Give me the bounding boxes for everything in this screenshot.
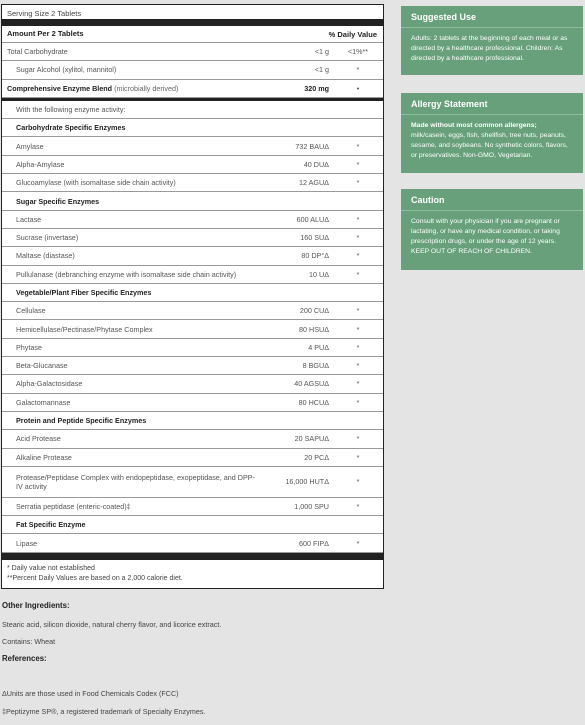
row-name <box>2 416 259 425</box>
row-name-text: Carbohydrate Specific Enzymes <box>16 123 126 133</box>
facts-row <box>2 80 383 98</box>
row-name-text: Vegetable/Plant Fiber Specific Enzymes <box>16 288 152 297</box>
row-daily-value: * <box>356 178 360 188</box>
allergy-statement-box <box>401 93 583 173</box>
row-name-text: Pullulanase (debranching enzyme with isomaltase side chain activity) <box>16 269 237 279</box>
row-name-text: Lipase <box>16 538 38 548</box>
row-amount: 20 PCΔ <box>304 452 329 462</box>
facts-row <box>2 394 383 412</box>
row-name <box>2 197 259 206</box>
row-name-text: Comprehensive Enzyme Blend <box>7 83 113 93</box>
row-name-text: Protease/Peptidase Complex with endopeptidase, exopeptidase, and DPP- IV activity <box>16 472 255 491</box>
dv-header: % Daily Value <box>328 29 377 39</box>
caution-box <box>401 189 583 270</box>
row-daily-value: * <box>356 214 360 224</box>
other-ingredients-text: Stearic acid, silicon dioxide, natural cherry flavor, and licorice extract. <box>2 620 222 629</box>
row-daily-value: * <box>356 233 360 243</box>
row-name-text: Maltase (diastase) <box>16 251 75 261</box>
footnote-daily-value: * Daily value not established <box>7 564 95 572</box>
allergy-title: Allergy Statement <box>401 99 583 115</box>
row-name <box>2 343 259 352</box>
facts-row <box>2 320 383 338</box>
row-name-text: Cellulase <box>16 306 46 316</box>
row-name <box>2 288 259 297</box>
allergy-bold-text: Made without most common allergens; <box>411 122 537 129</box>
row-amount: 600 ALUΔ <box>296 214 329 224</box>
facts-row <box>2 449 383 467</box>
row-daily-value: * <box>356 397 360 407</box>
suggested-use-box <box>401 6 583 75</box>
row-daily-value: * <box>356 452 360 462</box>
row-name <box>2 105 259 114</box>
serving-size: Serving Size 2 Tablets <box>7 9 82 18</box>
row-name-text: Lactase <box>16 214 42 224</box>
row-amount: 80 HCUΔ <box>298 397 329 407</box>
row-name <box>2 47 259 56</box>
amount-header: Amount Per 2 Tablets <box>7 29 84 39</box>
facts-row <box>2 266 383 284</box>
facts-row <box>2 498 383 516</box>
row-name <box>2 520 259 529</box>
row-amount: 1,000 SPU <box>294 501 329 511</box>
row-name <box>2 251 259 260</box>
row-name-text: Sugar Alcohol (xylitol, mannitol) <box>16 65 117 75</box>
row-name-text: Alpha-Galactosidase <box>16 379 83 389</box>
row-daily-value: * <box>356 538 360 548</box>
allergy-body-text: milk/casein, eggs, fish, shellfish, tree nuts, peanuts, sesame, and soybeans. No synthetic colors, flavors, or preservatives. Non-GMO, Vegetarian. <box>411 131 568 159</box>
row-name-text: Hemicellulase/Pectinase/Phytase Complex <box>16 324 153 334</box>
facts-row <box>2 516 383 534</box>
row-name <box>2 123 259 132</box>
row-daily-value: * <box>356 306 360 316</box>
contains-text: Contains: Wheat <box>2 637 56 646</box>
facts-row <box>2 156 383 174</box>
row-name-text: Galactomannase <box>16 397 71 407</box>
row-name <box>2 361 259 370</box>
facts-row <box>2 375 383 393</box>
row-daily-value: * <box>356 477 360 487</box>
row-amount: 40 AGSUΔ <box>294 379 329 389</box>
row-daily-value: * <box>356 501 360 511</box>
row-name-text: Phytase <box>16 342 42 352</box>
row-name <box>2 539 259 548</box>
row-amount: 600 FIPΔ <box>299 538 329 548</box>
row-amount: 80 HSUΔ <box>299 324 329 334</box>
caution-title: Caution <box>401 195 583 211</box>
row-name-text: Acid Protease <box>16 434 61 444</box>
facts-row <box>2 339 383 357</box>
facts-row <box>2 534 383 552</box>
supplement-facts-panel <box>1 4 384 589</box>
facts-row <box>2 247 383 265</box>
row-name-text: With the following enzyme activity: <box>16 105 126 115</box>
row-daily-value: • <box>356 83 360 93</box>
row-amount: 40 DUΔ <box>303 159 329 169</box>
allergy-text <box>411 121 573 160</box>
facts-row <box>2 101 383 119</box>
row-name <box>2 270 259 279</box>
other-ingredients-heading: Other Ingredients: <box>2 601 70 610</box>
row-name-text: Fat Specific Enzyme <box>16 520 86 530</box>
row-name <box>2 398 259 407</box>
row-daily-value: * <box>356 269 360 279</box>
row-amount: 160 SUΔ <box>300 233 329 243</box>
row-name <box>2 142 259 151</box>
facts-row <box>2 229 383 247</box>
row-name <box>2 233 259 242</box>
facts-row <box>2 430 383 448</box>
row-amount: 12 AGUΔ <box>299 178 329 188</box>
row-daily-value: * <box>356 379 360 389</box>
row-name-text: Serratia peptidase (enteric-coated)‡ <box>16 501 131 511</box>
row-daily-value: * <box>356 141 360 151</box>
divider-thick <box>2 19 383 26</box>
suggested-use-title: Suggested Use <box>401 12 583 28</box>
row-name <box>2 325 259 334</box>
footnote-percent: **Percent Daily Values are based on a 2,000 calorie diet. <box>7 574 183 582</box>
row-name-text: Glucoamylase (with isomaltase side chain activity) <box>16 178 176 188</box>
row-name <box>2 84 259 93</box>
facts-row <box>2 174 383 192</box>
facts-header <box>2 26 383 43</box>
row-amount: 16,000 HUTΔ <box>285 477 329 487</box>
row-name <box>2 215 259 224</box>
row-name <box>2 473 259 491</box>
row-name-text: Alkaline Protease <box>16 452 72 462</box>
row-name-text: Alpha-Amylase <box>16 159 65 169</box>
reference-units: ΔUnits are those used in Food Chemicals Codex (FCC) <box>2 689 179 698</box>
facts-row <box>2 119 383 137</box>
row-name-text: Beta-Glucanase <box>16 361 68 371</box>
row-name-note: (microbially derived) <box>114 83 179 93</box>
row-name-text: Total Carbohydrate <box>7 47 68 57</box>
caution-text: Consult with your physician if you are pregnant or lactating, or have any medical condition, or taking prescription drugs, or under the age of 12 years. KEEP OUT OF REACH OF CHILDREN. <box>411 218 560 255</box>
facts-row <box>2 357 383 375</box>
reference-trademark: ‡Peptizyme SP®, a registered trademark of Specialty Enzymes. <box>2 707 206 716</box>
row-daily-value: <1%** <box>347 47 369 57</box>
row-daily-value: * <box>356 159 360 169</box>
row-daily-value: * <box>356 342 360 352</box>
facts-row <box>2 61 383 79</box>
row-amount: 80 DP°Δ <box>301 251 329 261</box>
facts-row <box>2 211 383 229</box>
row-name <box>2 306 259 315</box>
facts-row <box>2 467 383 498</box>
row-name-text: Sugar Specific Enzymes <box>16 196 100 206</box>
divider-thick-bottom <box>2 553 383 560</box>
row-daily-value: * <box>356 324 360 334</box>
facts-row <box>2 192 383 210</box>
row-amount: 8 BGUΔ <box>302 361 329 371</box>
row-amount: <1 g <box>314 47 329 57</box>
facts-row <box>2 137 383 155</box>
row-name <box>2 453 259 462</box>
suggested-use-text: Adults: 2 tablets at the beginning of each meal or as directed by a healthcare professional. Children: As directed by a healthcare professional. <box>411 35 568 62</box>
row-amount: <1 g <box>314 65 329 75</box>
row-name-text: Protein and Peptide Specific Enzymes <box>16 416 147 426</box>
row-amount: 200 CUΔ <box>299 306 329 316</box>
facts-row <box>2 412 383 430</box>
facts-row <box>2 43 383 61</box>
row-name <box>2 434 259 443</box>
row-daily-value: * <box>356 251 360 261</box>
row-name <box>2 379 259 388</box>
row-name <box>2 160 259 169</box>
facts-row <box>2 302 383 320</box>
facts-rows <box>2 43 383 553</box>
row-daily-value: * <box>356 361 360 371</box>
row-name-text: Amylase <box>16 141 44 151</box>
row-daily-value: * <box>356 65 360 75</box>
row-amount: 4 PUΔ <box>308 342 329 352</box>
row-name-text: Sucrase (invertase) <box>16 233 79 243</box>
footnotes <box>2 560 383 588</box>
row-amount: 320 mg <box>304 83 329 93</box>
row-name <box>2 502 259 511</box>
row-amount: 10 UΔ <box>309 269 329 279</box>
row-name <box>2 178 259 187</box>
facts-row <box>2 284 383 302</box>
row-name <box>2 65 259 74</box>
row-amount: 20 SAPUΔ <box>294 434 329 444</box>
row-amount: 732 BAUΔ <box>295 141 329 151</box>
references-heading: References: <box>2 654 47 663</box>
row-daily-value: * <box>356 434 360 444</box>
